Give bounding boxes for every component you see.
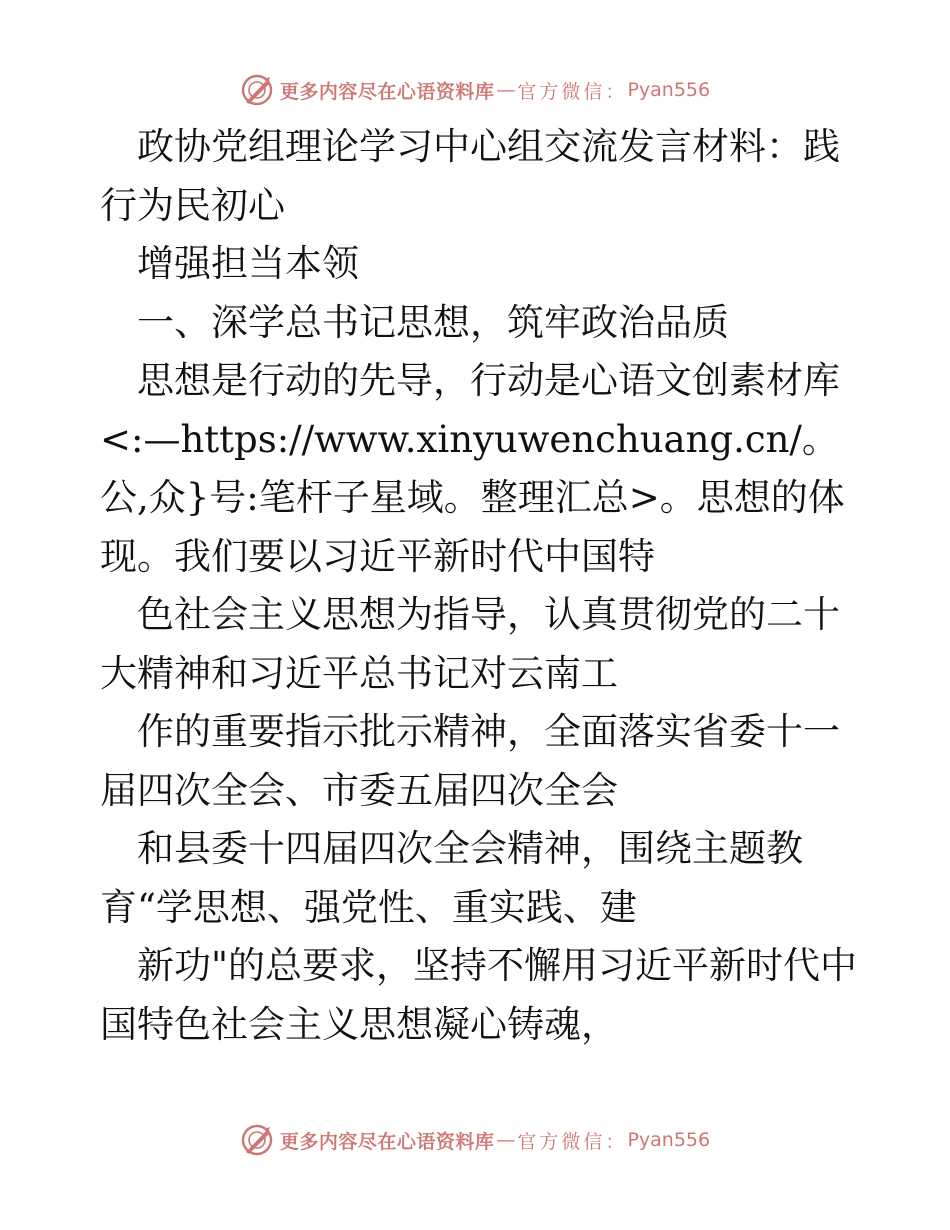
watermark-wechat-id: Pyan556 bbox=[627, 79, 711, 101]
document-body bbox=[100, 118, 860, 1054]
body-paragraph: 新功"的总要求，坚持不懈用习近平新时代中国特色社会主义思想凝心铸魂， bbox=[100, 944, 858, 1046]
watermark-sub-text: 官方微信： bbox=[517, 1130, 628, 1153]
body-paragraph: 色社会主义思想为指导，认真贯彻党的二十大精神和习近平总书记对云南工 bbox=[100, 593, 840, 695]
quill-logo-icon bbox=[240, 73, 274, 107]
watermark-dash: — bbox=[496, 79, 516, 101]
document-subtitle: 增强担当本领 bbox=[137, 242, 359, 285]
watermark-dash: — bbox=[496, 1129, 516, 1151]
footer-watermark bbox=[0, 1120, 950, 1160]
body-paragraph: 和县委十四届四次全会精神，围绕主题教育“学思想、强党性、重实践、建 bbox=[100, 827, 803, 929]
body-paragraph: 思想是行动的先导，行动是心语文创素材库<:—https://www.xinyuwenchuang.cn/。公,众}号:笔杆子星域。整理汇总>。思想的体现。我们要以习近平新时代中国特 bbox=[100, 359, 845, 578]
header-watermark bbox=[0, 70, 950, 110]
watermark-main-text: 更多内容尽在心语资料库 bbox=[279, 80, 495, 103]
document-title: 政协党组理论学习中心组交流发言材料：践行为民初心 bbox=[100, 125, 840, 227]
watermark-main-text: 更多内容尽在心语资料库 bbox=[279, 1130, 495, 1153]
watermark-sub-text: 官方微信： bbox=[517, 80, 628, 103]
body-paragraph: 作的重要指示批示精神，全面落实省委十一届四次全会、市委五届四次全会 bbox=[100, 710, 840, 812]
quill-logo-icon bbox=[240, 1123, 274, 1157]
watermark-wechat-id: Pyan556 bbox=[627, 1129, 711, 1151]
section-heading: 一、深学总书记思想，筑牢政治品质 bbox=[137, 300, 729, 344]
